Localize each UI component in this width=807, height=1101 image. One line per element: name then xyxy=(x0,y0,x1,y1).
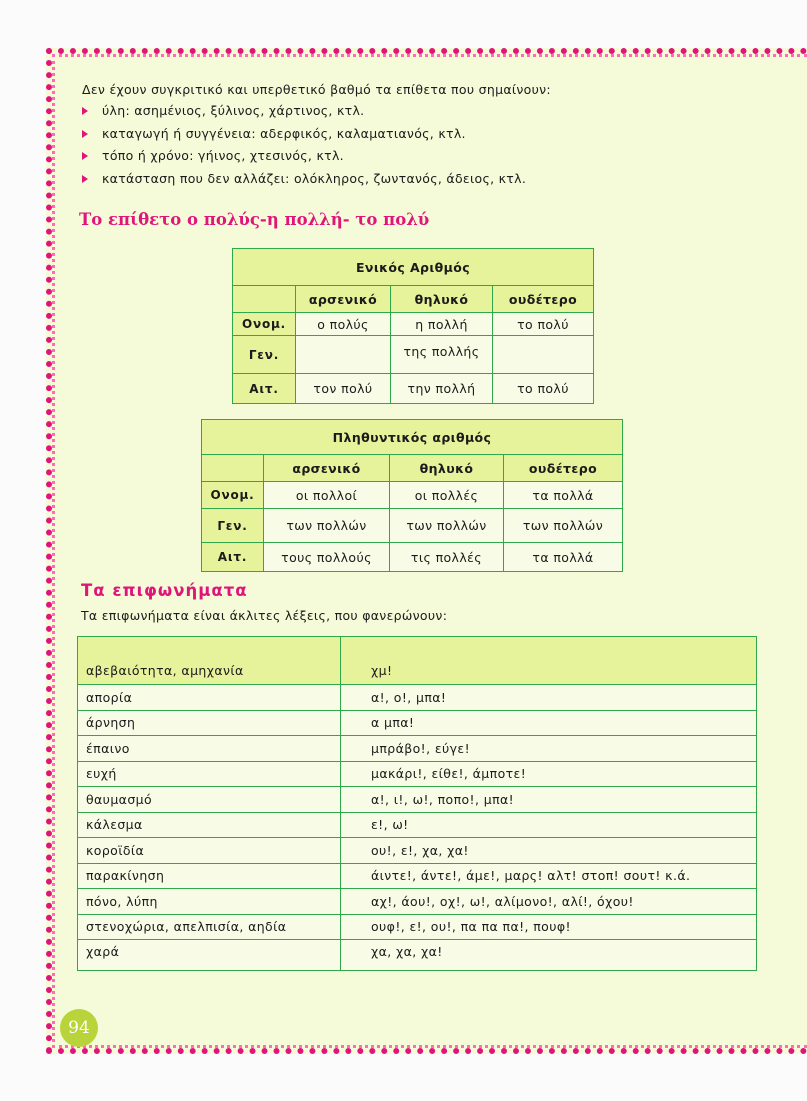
row-label: Ονομ. xyxy=(233,313,296,336)
table-cell: αβεβαιότητα, αμηχανία xyxy=(78,637,341,685)
column-header: θηλυκό xyxy=(390,455,504,482)
table-row xyxy=(78,787,757,813)
bullet-arrow-icon xyxy=(82,175,88,183)
table-cell: τις πολλές xyxy=(390,543,504,572)
column-header: ουδέτερο xyxy=(493,286,594,313)
table-cell: ο πολύς xyxy=(296,313,391,336)
table-cell: το πολύ xyxy=(493,374,594,404)
list-item xyxy=(82,168,526,191)
list-item xyxy=(82,145,526,168)
table-row xyxy=(78,940,757,971)
table-cell: της πολλής xyxy=(391,336,493,374)
table-cell: θαυμασμό xyxy=(78,787,341,813)
column-header: θηλυκό xyxy=(391,286,493,313)
table-corner-cell xyxy=(202,455,264,482)
plural-table xyxy=(201,419,623,572)
table-cell: η πολλή xyxy=(391,313,493,336)
table-corner-cell xyxy=(233,286,296,313)
interjections-table xyxy=(77,636,757,971)
bullet-text: τόπο ή χρόνο: γήινος, χτεσινός, κτλ. xyxy=(102,148,344,163)
table-cell: ε!, ω! xyxy=(341,812,757,838)
bullet-arrow-icon xyxy=(82,107,88,115)
table-row xyxy=(78,863,757,889)
page-number: 94 xyxy=(60,1009,98,1047)
table-cell: ευχή xyxy=(78,761,341,787)
bullet-list xyxy=(82,100,526,190)
bullet-text: ύλη: ασημένιος, ξύλινος, χάρτινος, κτλ. xyxy=(102,103,365,118)
table-cell: άρνηση xyxy=(78,710,341,736)
table-cell: το πολύ xyxy=(493,313,594,336)
table-cell: οι πολλοί xyxy=(264,482,390,509)
table-cell: πόνο, λύπη xyxy=(78,889,341,915)
row-label: Ονομ. xyxy=(202,482,264,509)
table-cell: τον πολύ xyxy=(296,374,391,404)
table-cell: των πολλών xyxy=(390,509,504,543)
table-cell: ουφ!, ε!, ου!, πα πα πα!, πουφ! xyxy=(341,914,757,940)
table-cell: τα πολλά xyxy=(504,482,623,509)
row-label: Αιτ. xyxy=(202,543,264,572)
column-header: ουδέτερο xyxy=(504,455,623,482)
table-row xyxy=(78,838,757,864)
table-row xyxy=(78,889,757,915)
table-cell: έπαινο xyxy=(78,736,341,762)
row-label: Αιτ. xyxy=(233,374,296,404)
table-cell: παρακίνηση xyxy=(78,863,341,889)
section-title-interjections: Τα επιφωνήματα xyxy=(81,581,248,600)
table-cell: μακάρι!, είθε!, άμποτε! xyxy=(341,761,757,787)
table-cell: τους πολλούς xyxy=(264,543,390,572)
section-intro-text: Τα επιφωνήματα είναι άκλιτες λέξεις, που φανερώνουν: xyxy=(81,608,448,623)
column-header: αρσενικό xyxy=(264,455,390,482)
section-title-polys: Το επίθετο ο πολύς-η πολλή- το πολύ xyxy=(79,210,430,229)
column-header: αρσενικό xyxy=(296,286,391,313)
row-label: Γεν. xyxy=(202,509,264,543)
table-cell: κάλεσμα xyxy=(78,812,341,838)
bullet-text: κατάσταση που δεν αλλάζει: ολόκληρος, ζωντανός, άδειος, κτλ. xyxy=(102,170,527,186)
table-cell: α!, ι!, ω!, ποπο!, μπα! xyxy=(341,787,757,813)
table-cell: απορία xyxy=(78,685,341,711)
table-cell: τα πολλά xyxy=(504,543,623,572)
bullet-text: καταγωγή ή συγγένεια: αδερφικός, καλαματιανός, κτλ. xyxy=(102,125,466,141)
table-row xyxy=(78,710,757,736)
table-cell: χμ! xyxy=(341,637,757,685)
table-row xyxy=(78,812,757,838)
table-cell: αχ!, άου!, οχ!, ω!, αλίμονο!, αλί!, όχου! xyxy=(341,889,757,915)
table-title: Ενικός Αριθμός xyxy=(233,249,594,286)
table-row xyxy=(78,914,757,940)
bullet-arrow-icon xyxy=(82,130,88,138)
table-cell: μπράβο!, εύγε! xyxy=(341,736,757,762)
table-row xyxy=(78,761,757,787)
table-cell: την πολλή xyxy=(391,374,493,404)
table-cell: χα, χα, χα! xyxy=(341,940,757,971)
table-cell: κοροϊδία xyxy=(78,838,341,864)
table-cell: των πολλών xyxy=(504,509,623,543)
table-cell: χαρά xyxy=(78,940,341,971)
table-cell xyxy=(493,336,594,374)
table-cell: οι πολλές xyxy=(390,482,504,509)
table-cell: άιντε!, άντε!, άμε!, μαρς! αλτ! στοπ! σουτ! κ.ά. xyxy=(341,863,757,889)
table-cell xyxy=(296,336,391,374)
list-item xyxy=(82,123,526,146)
table-row xyxy=(78,736,757,762)
intro-text: Δεν έχουν συγκριτικό και υπερθετικό βαθμό τα επίθετα που σημαίνουν: xyxy=(82,82,551,97)
table-row xyxy=(78,685,757,711)
list-item xyxy=(82,100,526,123)
bullet-arrow-icon xyxy=(82,152,88,160)
table-cell: στενοχώρια, απελπισία, αηδία xyxy=(78,914,341,940)
table-title: Πληθυντικός αριθμός xyxy=(202,420,623,455)
table-cell: α!, ο!, μπα! xyxy=(341,685,757,711)
row-label: Γεν. xyxy=(233,336,296,374)
table-cell: ου!, ε!, χα, χα! xyxy=(341,838,757,864)
table-cell: α μπα! xyxy=(341,710,757,736)
table-cell: των πολλών xyxy=(264,509,390,543)
singular-table xyxy=(232,248,594,404)
